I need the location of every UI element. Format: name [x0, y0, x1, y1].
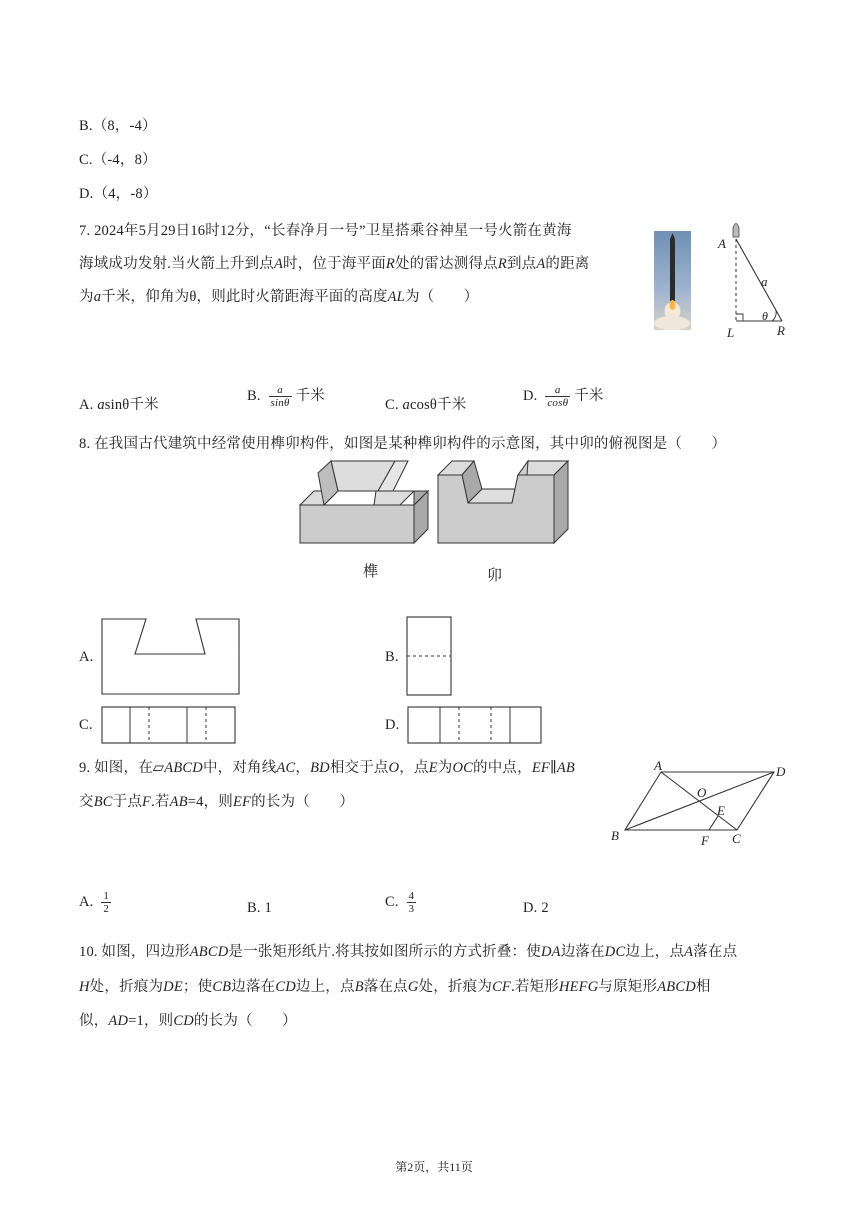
q7-stem-line2: 海域成功发射.当火箭上升到点A时，位于海平面R处的雷达测得点R到点A的距离 [79, 256, 590, 272]
q8-option-b-figure [406, 616, 452, 696]
q10-stem-line3: 似，AD=1，则CD的长为（ ） [79, 1013, 297, 1029]
q9-label-c: C [732, 831, 741, 846]
tenon-mortise-figure [298, 459, 572, 547]
q9-parallelogram-figure [624, 768, 784, 834]
q7-label-r: R [777, 323, 785, 338]
rocket-photo [654, 231, 691, 330]
q9-label-o: O [697, 785, 707, 800]
q9-label-d: D [776, 764, 786, 779]
q8-stem: 8. 在我国古代建筑中经常使用榫卯构件，如图是某种榫卯构件的示意图，其中卯的俯视图是（ ） [79, 436, 727, 452]
q9-stem-line2: 交BC于点F.若AB=4，则EF的长为（ ） [79, 794, 355, 810]
q7-stem-line3: 为a千米，仰角为θ，则此时火箭距海平面的高度AL为（ ） [79, 289, 479, 305]
q7-stem-line1: 7. 2024年5月29日16时12分，“长春净月一号”卫星搭乘谷神星一号火箭在黄海 [79, 223, 572, 239]
q9-stem-line1: 9. 如图，在▱ABCD中，对角线AC，BD相交于点O，点E为OC的中点，EF∥AB [79, 760, 575, 776]
q6-option-d: D.（4，-8） [79, 186, 158, 202]
q7-label-a-side: a [761, 274, 768, 289]
q9-option-d: D. 2 [523, 900, 549, 916]
q9-label-e: E [717, 803, 725, 818]
q7-option-a: A. asinθ千米 [79, 397, 159, 413]
q9-option-c: C. $\frac{4}{3}$ [385, 890, 415, 915]
q8-option-d-figure [407, 706, 542, 744]
q7-label-a-point: A [718, 236, 726, 251]
q7-option-b: B. $\frac{a}{\sin\theta}$ 千米 [247, 384, 325, 410]
q8-option-a-figure [101, 618, 241, 696]
q10-stem-line1: 10. 如图，四边形ABCD是一张矩形纸片.将其按如图所示的方式折叠：使DA边落在DC边上，点A落在点 [79, 944, 738, 960]
label-mortise: 卯 [487, 568, 503, 584]
q8-option-a-label: A. [79, 649, 94, 665]
q9-label-a: A [654, 758, 662, 773]
q7-label-l: L [727, 325, 735, 340]
q8-option-c-figure [101, 706, 236, 744]
q6-option-c: C.（-4，8） [79, 152, 157, 168]
q7-option-c: C. acosθ千米 [385, 397, 467, 413]
page-footer: 第2页，共11页 [395, 1160, 473, 1174]
q10-stem-line2: H处，折痕为DE；使CB边落在CD边上，点B落在点G处，折痕为CF.若矩形HEFG与原矩形ABCD相 [79, 979, 711, 995]
label-tenon: 榫 [363, 564, 379, 580]
q7-label-theta: θ [762, 309, 768, 323]
q8-option-c-label: C. [79, 717, 93, 733]
q9-option-a: A. $\frac{1}{2}$ [79, 890, 110, 915]
q7-option-d: D. $\frac{a}{\cos\theta}$ 千米 [523, 384, 604, 410]
q8-option-b-label: B. [385, 649, 399, 665]
q9-option-b: B. 1 [247, 900, 272, 916]
q8-option-d-label: D. [385, 717, 400, 733]
q6-option-b: B.（8，-4） [79, 118, 157, 134]
q9-label-b: B [611, 828, 619, 843]
q9-label-f: F [701, 833, 709, 848]
